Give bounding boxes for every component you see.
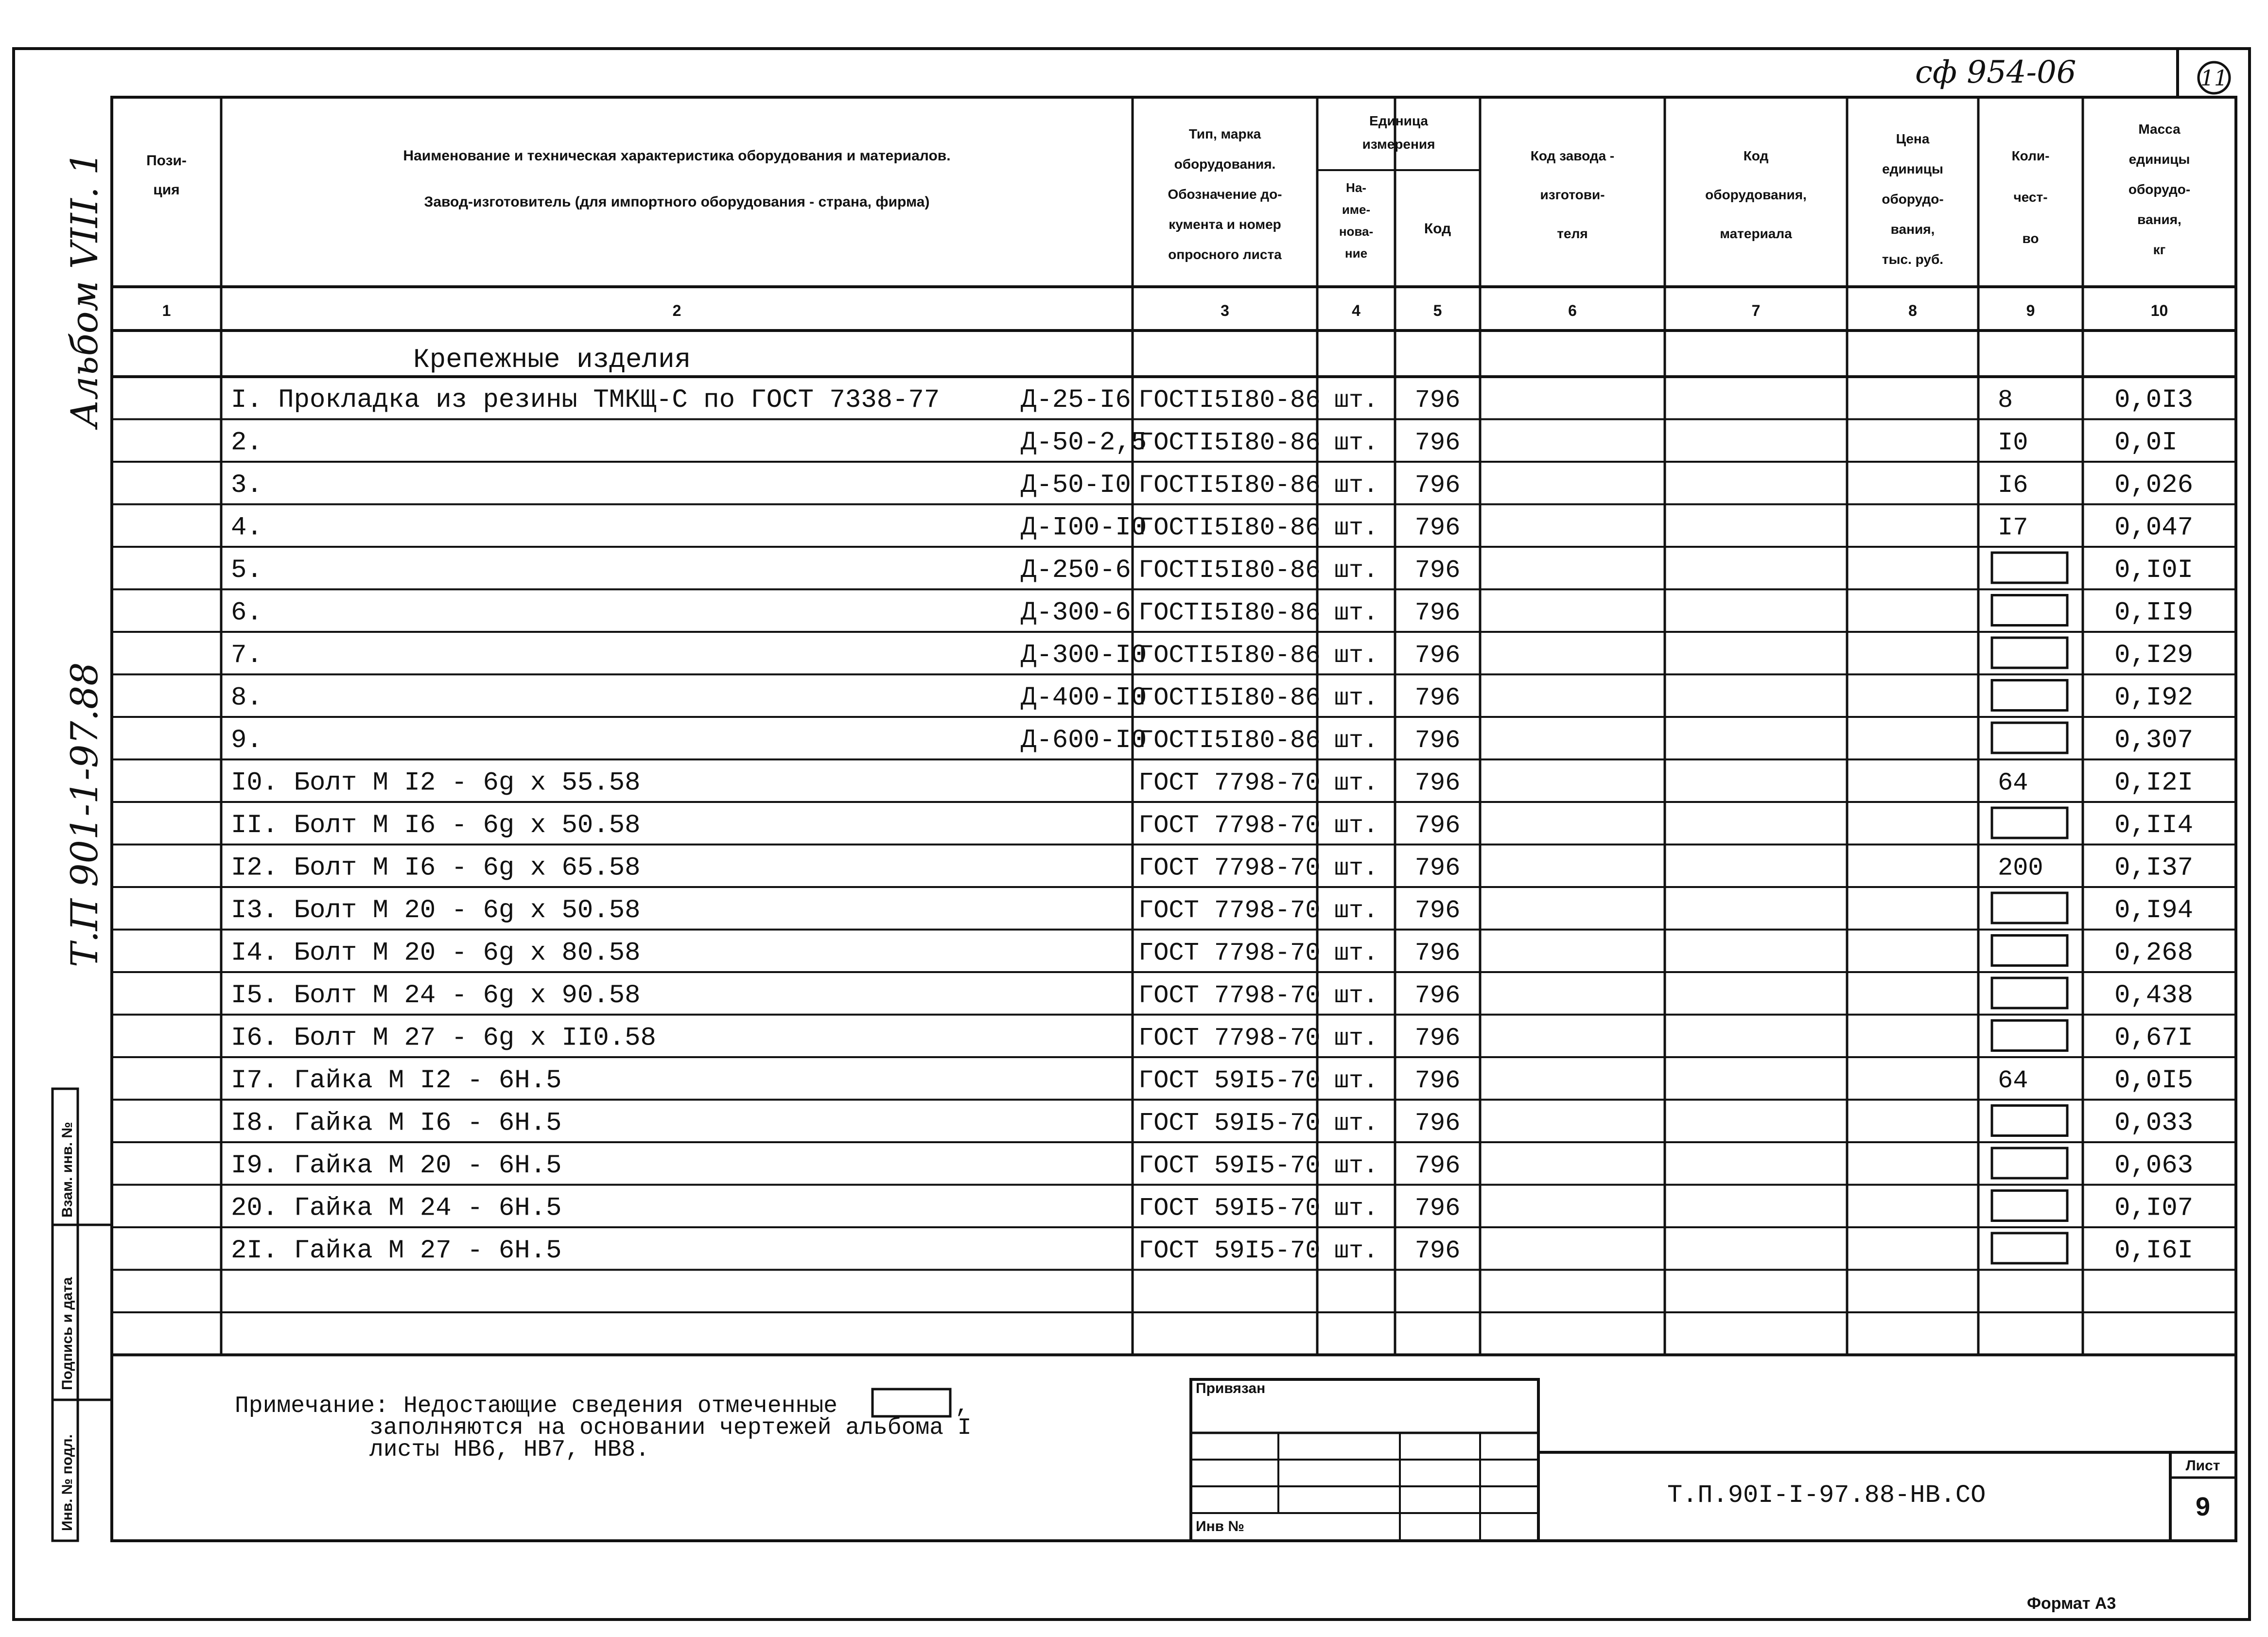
row-unit-name: шт. — [1334, 940, 1378, 968]
row-unit-name: шт. — [1334, 769, 1378, 798]
row-document: ГОСТ 7798-70 — [1138, 768, 1321, 798]
row-unit-code: 796 — [1414, 1109, 1461, 1138]
column-number: 4 — [1352, 302, 1361, 319]
stamp-sheet-no: 9 — [2195, 1492, 2211, 1521]
row-size: Д-50-I0 — [1021, 470, 1131, 500]
row-unit-code: 796 — [1414, 1236, 1461, 1265]
row-quantity-empty-box — [1992, 936, 2067, 966]
row-mass: 0,67I — [2114, 1023, 2194, 1053]
row-mass: 0,I29 — [2114, 641, 2194, 670]
row-unit-name: шт. — [1334, 1237, 1378, 1265]
row-size: Д-25-I6 — [1021, 385, 1131, 415]
row-quantity: I7 — [1998, 513, 2028, 542]
header-unit-code: Код — [1424, 221, 1451, 237]
header-type: кумента и номер — [1169, 217, 1281, 232]
row-document: ГОСТ 59I5-70 — [1138, 1236, 1321, 1265]
header-position: Пози- — [146, 153, 187, 169]
row-name: 9. — [231, 726, 262, 755]
row-unit-name: шт. — [1334, 642, 1378, 670]
row-unit-code: 796 — [1414, 896, 1461, 925]
column-number: 9 — [2026, 302, 2035, 319]
row-quantity: I0 — [1998, 428, 2028, 457]
row-unit-code: 796 — [1414, 556, 1461, 585]
row-mass: 0,026 — [2114, 470, 2194, 500]
row-mass: 0,I94 — [2114, 896, 2194, 925]
row-document: ГОСТ 7798-70 — [1138, 853, 1321, 883]
row-unit-name: шт. — [1334, 472, 1378, 500]
header-unit-group: Единица — [1369, 113, 1428, 128]
row-mass: 0,047 — [2114, 513, 2194, 543]
column-number: 6 — [1568, 302, 1577, 319]
row-quantity-empty-box — [1992, 1106, 2067, 1136]
row-mass: 0,I0I — [2114, 556, 2194, 585]
row-document: ГОСТI5I80-86 — [1138, 513, 1321, 542]
row-quantity-empty-box — [1992, 978, 2067, 1008]
row-document: ГОСТI5I80-86 — [1138, 386, 1321, 415]
row-document: ГОСТ 59I5-70 — [1138, 1194, 1321, 1223]
row-document: ГОСТ 7798-70 — [1138, 896, 1321, 925]
row-document: ГОСТI5I80-86 — [1138, 428, 1321, 457]
row-quantity-empty-box — [1992, 595, 2067, 626]
header-equipment-code: Код — [1743, 148, 1769, 163]
row-name: I5. Болт М 24 - 6g x 90.58 — [231, 981, 641, 1010]
header-factory-code: изготови- — [1540, 187, 1605, 202]
row-size: Д-I00-I0 — [1021, 513, 1147, 543]
header-type: Обозначение до- — [1168, 187, 1282, 202]
row-quantity-empty-box — [1992, 638, 2067, 668]
row-unit-name: шт. — [1334, 429, 1378, 457]
row-mass: 0,I2I — [2114, 768, 2194, 798]
row-document: ГОСТI5I80-86 — [1138, 556, 1321, 585]
row-quantity: I6 — [1998, 471, 2028, 500]
row-document: ГОСТ 7798-70 — [1138, 981, 1321, 1010]
row-name: 2. — [231, 428, 262, 458]
header-mass: Масса — [2138, 122, 2181, 137]
row-size: Д-300-I0 — [1021, 641, 1147, 670]
row-unit-name: шт. — [1334, 1152, 1378, 1180]
row-size: Д-400-I0 — [1021, 683, 1147, 713]
row-unit-code: 796 — [1414, 386, 1461, 415]
row-name: I8. Гайка М I6 - 6H.5 — [231, 1108, 562, 1138]
row-name: 8. — [231, 683, 262, 713]
row-unit-name: шт. — [1334, 387, 1378, 415]
sheet-badge: 11 — [2200, 66, 2228, 91]
row-quantity-empty-box — [1992, 680, 2067, 711]
note-label: Примечание: — [235, 1393, 389, 1419]
stamp-sheet-label: Лист — [2185, 1458, 2220, 1474]
row-unit-code: 796 — [1414, 981, 1461, 1010]
row-unit-code: 796 — [1414, 683, 1461, 713]
row-document: ГОСТ 59I5-70 — [1138, 1151, 1321, 1180]
row-unit-name: шт. — [1334, 1110, 1378, 1138]
header-mass: кг — [2153, 242, 2166, 257]
header-position: ция — [153, 182, 180, 198]
side-vzam-inv: Взам. инв. № — [59, 1122, 75, 1218]
stamp-inv-no: Инв № — [1196, 1518, 1244, 1534]
row-size: Д-300-6 — [1021, 598, 1131, 628]
note-line1-comma: , — [955, 1393, 969, 1419]
section-title: Крепежные изделия — [413, 344, 691, 375]
column-number: 1 — [162, 302, 171, 319]
header-unit-group: измерения — [1362, 137, 1435, 152]
row-unit-code: 796 — [1414, 471, 1461, 500]
stamp-doc-code: Т.П.90I-I-97.88-НВ.СО — [1667, 1481, 1986, 1510]
column-number: 7 — [1751, 302, 1761, 319]
row-name: I6. Болт М 27 - 6g x II0.58 — [231, 1023, 656, 1053]
row-unit-code: 796 — [1414, 768, 1461, 798]
row-unit-code: 796 — [1414, 939, 1461, 968]
row-unit-name: шт. — [1334, 684, 1378, 713]
row-mass: 0,0I3 — [2114, 385, 2194, 415]
row-unit-code: 796 — [1414, 1024, 1461, 1053]
row-unit-code: 796 — [1414, 513, 1461, 542]
row-unit-name: шт. — [1334, 1025, 1378, 1053]
header-quantity: чест- — [2013, 190, 2048, 205]
header-type: Тип, марка — [1188, 126, 1261, 141]
row-unit-name: шт. — [1334, 599, 1378, 627]
header-equipment-code: материала — [1720, 226, 1792, 241]
row-quantity-empty-box — [1992, 1233, 2067, 1263]
row-unit-name: шт. — [1334, 1067, 1378, 1095]
row-name: 5. — [231, 556, 262, 585]
row-unit-code: 796 — [1414, 1194, 1461, 1223]
row-document: ГОСТI5I80-86 — [1138, 726, 1321, 755]
row-unit-name: шт. — [1334, 812, 1378, 840]
row-document: ГОСТ 7798-70 — [1138, 811, 1321, 840]
row-document: ГОСТ 7798-70 — [1138, 1024, 1321, 1053]
row-mass: 0,063 — [2114, 1151, 2194, 1181]
row-name: I3. Болт М 20 - 6g x 50.58 — [231, 896, 641, 925]
column-number: 2 — [672, 302, 681, 319]
row-unit-name: шт. — [1334, 1195, 1378, 1223]
row-unit-code: 796 — [1414, 726, 1461, 755]
side-sign-date: Подпись и дата — [59, 1277, 75, 1390]
row-name: 2I. Гайка М 27 - 6H.5 — [231, 1236, 562, 1266]
header-quantity: Коли- — [2011, 148, 2050, 163]
header-unit-name: ние — [1344, 246, 1368, 261]
header-quantity: во — [2022, 231, 2039, 246]
format-label: Формат А3 — [2027, 1594, 2116, 1613]
row-mass: 0,II9 — [2114, 598, 2194, 628]
row-document: ГОСТI5I80-86 — [1138, 641, 1321, 670]
header-type: оборудования. — [1174, 157, 1276, 172]
header-unit-name: На- — [1346, 180, 1366, 195]
stamp-privyazan: Привязан — [1196, 1380, 1266, 1396]
row-document: ГОСТ 59I5-70 — [1138, 1109, 1321, 1138]
note-empty-box — [872, 1389, 950, 1416]
header-mass: единицы — [2128, 152, 2190, 167]
row-mass: 0,0I5 — [2114, 1066, 2194, 1096]
header-equipment-code: оборудования, — [1705, 187, 1807, 202]
project-label: Т.П 901-1-97.88 — [63, 662, 106, 967]
row-name: II. Болт М I6 - 6g x 50.58 — [231, 811, 641, 840]
row-document: ГОСТ 59I5-70 — [1138, 1066, 1321, 1095]
row-quantity-empty-box — [1992, 1021, 2067, 1051]
row-document: ГОСТI5I80-86 — [1138, 471, 1321, 500]
row-unit-code: 796 — [1414, 853, 1461, 883]
header-price: вания, — [1890, 222, 1935, 237]
row-name: 3. — [231, 470, 262, 500]
note-line1: Недостающие сведения отмеченные — [403, 1393, 837, 1419]
header-unit-name: име- — [1342, 202, 1371, 217]
row-mass: 0,I6I — [2114, 1236, 2194, 1266]
row-unit-code: 796 — [1414, 428, 1461, 457]
header-mass: оборудо- — [2128, 182, 2191, 197]
header-price: Цена — [1896, 131, 1930, 146]
row-unit-code: 796 — [1414, 598, 1461, 627]
row-quantity-empty-box — [1992, 808, 2067, 838]
row-mass: 0,438 — [2114, 981, 2194, 1010]
row-unit-name: шт. — [1334, 897, 1378, 925]
row-mass: 0,268 — [2114, 938, 2194, 968]
row-unit-code: 796 — [1414, 811, 1461, 840]
row-mass: 0,0I — [2114, 428, 2178, 458]
row-quantity-empty-box — [1992, 1148, 2067, 1178]
side-inv-no: Инв. № подл. — [59, 1434, 75, 1531]
row-name: I9. Гайка М 20 - 6H.5 — [231, 1151, 562, 1181]
header-name: Завод-изготовитель (для импортного оборудования - страна, фирма) — [424, 194, 930, 210]
header-price: оборудо- — [1882, 192, 1944, 207]
row-name: I4. Болт М 20 - 6g x 80.58 — [231, 938, 641, 968]
row-size: Д-600-I0 — [1021, 726, 1147, 755]
row-quantity-empty-box — [1992, 553, 2067, 583]
row-unit-code: 796 — [1414, 1151, 1461, 1180]
album-label: Альбом VIII. 1 — [63, 151, 106, 428]
row-mass: 0,033 — [2114, 1108, 2194, 1138]
note-line3: листы НВ6, НВ7, НВ8. — [369, 1437, 650, 1463]
row-unit-name: шт. — [1334, 854, 1378, 883]
row-unit-name: шт. — [1334, 727, 1378, 755]
header-factory-code: Код завода - — [1530, 148, 1615, 163]
row-unit-code: 796 — [1414, 641, 1461, 670]
row-name: 4. — [231, 513, 262, 543]
row-quantity-empty-box — [1992, 723, 2067, 753]
column-number: 8 — [1908, 302, 1917, 319]
row-size: Д-50-2,5 — [1021, 428, 1147, 458]
row-quantity: 64 — [1998, 1066, 2028, 1095]
header-type: опросного листа — [1168, 247, 1282, 262]
header-unit-name: нова- — [1339, 224, 1374, 239]
row-size: Д-250-6 — [1021, 556, 1131, 585]
row-name: 7. — [231, 641, 262, 670]
row-mass: 0,307 — [2114, 726, 2194, 755]
row-name: 6. — [231, 598, 262, 628]
row-unit-code: 796 — [1414, 1066, 1461, 1095]
row-name: 20. Гайка М 24 - 6H.5 — [231, 1193, 562, 1223]
row-quantity: 64 — [1998, 768, 2028, 798]
row-mass: 0,II4 — [2114, 811, 2194, 840]
row-document: ГОСТ 7798-70 — [1138, 939, 1321, 968]
row-name: I0. Болт М I2 - 6g x 55.58 — [231, 768, 641, 798]
row-document: ГОСТI5I80-86 — [1138, 683, 1321, 713]
row-name: I2. Болт М I6 - 6g x 65.58 — [231, 853, 641, 883]
note-line2: заполняются на основании чертежей альбома I — [369, 1415, 972, 1441]
column-number: 10 — [2150, 302, 2168, 319]
row-mass: 0,I07 — [2114, 1193, 2194, 1223]
row-quantity: 8 — [1998, 386, 2013, 415]
row-quantity: 200 — [1998, 853, 2043, 883]
column-number: 3 — [1221, 302, 1229, 319]
row-document: ГОСТI5I80-86 — [1138, 598, 1321, 627]
header-mass: вания, — [2137, 212, 2181, 227]
row-mass: 0,I37 — [2114, 853, 2194, 883]
header-name: Наименование и техническая характеристика оборудования и материалов. — [403, 148, 951, 164]
row-name: I. Прокладка из резины ТМКЩ-С по ГОСТ 7338-77 — [231, 385, 940, 415]
row-unit-name: шт. — [1334, 982, 1378, 1010]
column-number: 5 — [1433, 302, 1442, 319]
document-code-top: сф 954-06 — [1915, 54, 2076, 90]
row-name: I7. Гайка М I2 - 6H.5 — [231, 1066, 562, 1096]
row-quantity-empty-box — [1992, 1191, 2067, 1221]
header-factory-code: теля — [1557, 226, 1588, 241]
row-unit-name: шт. — [1334, 557, 1378, 585]
row-mass: 0,I92 — [2114, 683, 2194, 713]
row-quantity-empty-box — [1992, 893, 2067, 923]
header-price: тыс. руб. — [1882, 252, 1944, 267]
row-unit-name: шт. — [1334, 514, 1378, 542]
header-price: единицы — [1882, 161, 1943, 176]
